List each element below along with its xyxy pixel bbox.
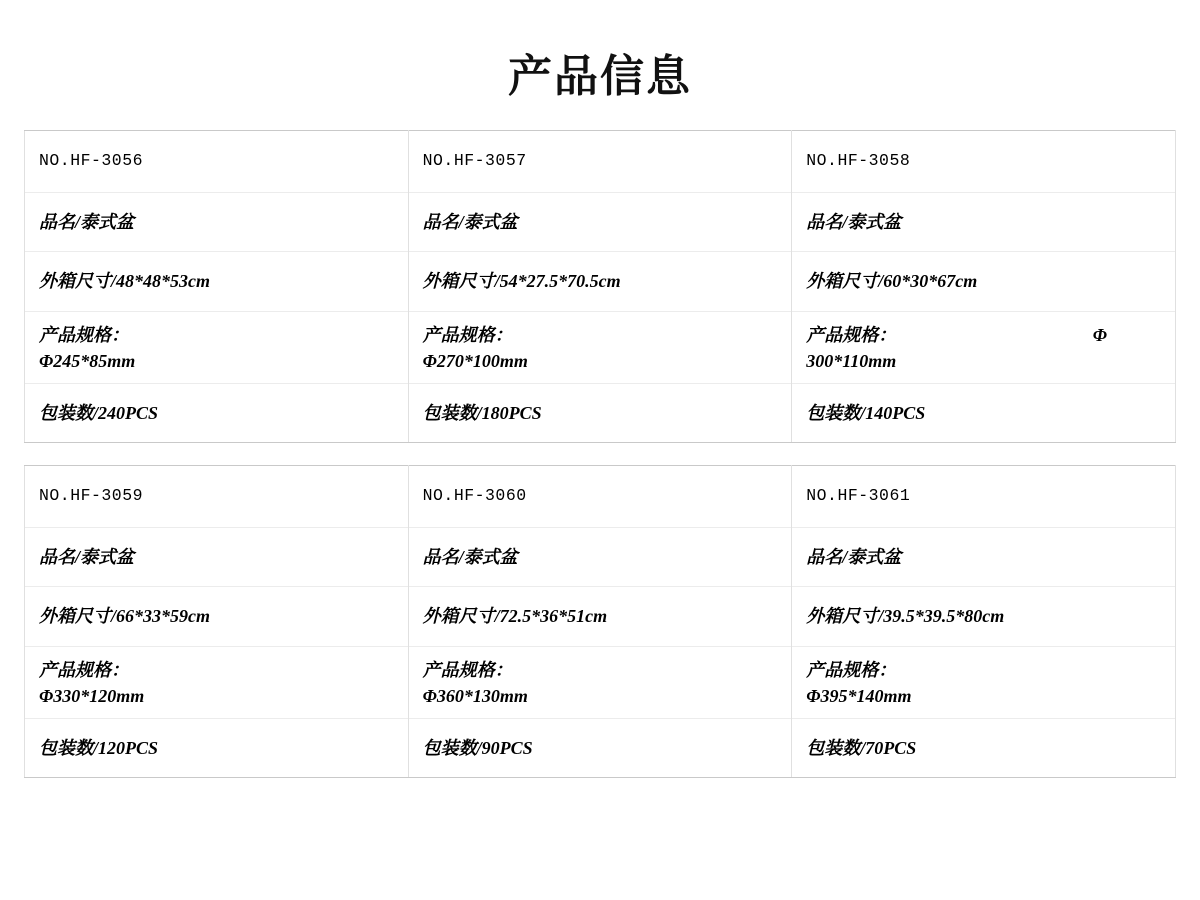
product-number: NO.HF-3061: [792, 466, 1175, 528]
product-spec-value: 300*110mm: [806, 351, 897, 372]
pack-quantity: 包装数/120PCS: [39, 737, 159, 758]
page-title: 产品信息: [508, 52, 692, 101]
pack-quantity: 包装数/90PCS: [422, 737, 533, 758]
product-card: [408, 466, 792, 778]
product-card: [25, 131, 409, 443]
product-card: [25, 466, 409, 778]
product-card: [408, 131, 792, 443]
product-card: [792, 466, 1176, 778]
product-block-row: [25, 131, 1176, 443]
product-card: [792, 131, 1176, 443]
product-spec-label: 产品规格：: [422, 659, 513, 680]
product-number: NO.HF-3058: [792, 131, 1175, 193]
product-spec: [25, 312, 408, 384]
product-spec-value: Φ270*100mm: [422, 351, 528, 372]
pack-quantity: 包装数/240PCS: [39, 402, 159, 423]
product-number: NO.HF-3059: [25, 466, 408, 528]
block-spacer-cell: [25, 443, 409, 466]
product-number: NO.HF-3057: [409, 131, 792, 193]
product-spec-value: Φ330*120mm: [39, 686, 145, 707]
product-spec-value: Φ395*140mm: [806, 686, 912, 707]
product-spec-label: 产品规格：: [806, 324, 897, 345]
product-name: 品名/泰式盆: [409, 193, 792, 253]
carton-size: 外箱尺寸/60*30*67cm: [792, 252, 1175, 312]
product-spec-label: 产品规格：: [39, 659, 129, 680]
product-spec: [409, 647, 792, 719]
product-spec-label: 产品规格：: [39, 324, 129, 345]
product-name: 品名/泰式盆: [792, 528, 1175, 588]
block-spacer-cell: [792, 443, 1176, 466]
product-name: 品名/泰式盆: [792, 193, 1175, 253]
product-spec-float-symbol: Φ: [1092, 324, 1107, 345]
carton-size: 外箱尺寸/39.5*39.5*80cm: [792, 587, 1175, 647]
product-spec-label: 产品规格：: [806, 659, 897, 680]
product-spec: [409, 312, 792, 384]
product-block-row: [25, 466, 1176, 778]
product-spec: [25, 647, 408, 719]
pack-quantity: 包装数/140PCS: [806, 402, 926, 423]
product-spec: [792, 647, 1175, 719]
product-name: 品名/泰式盆: [25, 193, 408, 253]
product-info-table: [24, 130, 1176, 778]
product-spec: [792, 312, 1175, 384]
pack-quantity: 包装数/180PCS: [422, 402, 542, 423]
product-spec-value: Φ245*85mm: [39, 351, 136, 372]
block-spacer-cell: [408, 443, 792, 466]
block-spacer: [25, 443, 1176, 466]
pack-quantity: 包装数/70PCS: [806, 737, 917, 758]
carton-size: 外箱尺寸/66*33*59cm: [25, 587, 408, 647]
carton-size: 外箱尺寸/72.5*36*51cm: [409, 587, 792, 647]
product-number: NO.HF-3060: [409, 466, 792, 528]
carton-size: 外箱尺寸/54*27.5*70.5cm: [409, 252, 792, 312]
product-name: 品名/泰式盆: [25, 528, 408, 588]
carton-size: 外箱尺寸/48*48*53cm: [25, 252, 408, 312]
product-number: NO.HF-3056: [25, 131, 408, 193]
product-spec-value: Φ360*130mm: [422, 686, 528, 707]
product-spec-label: 产品规格：: [422, 324, 513, 345]
product-name: 品名/泰式盆: [409, 528, 792, 588]
